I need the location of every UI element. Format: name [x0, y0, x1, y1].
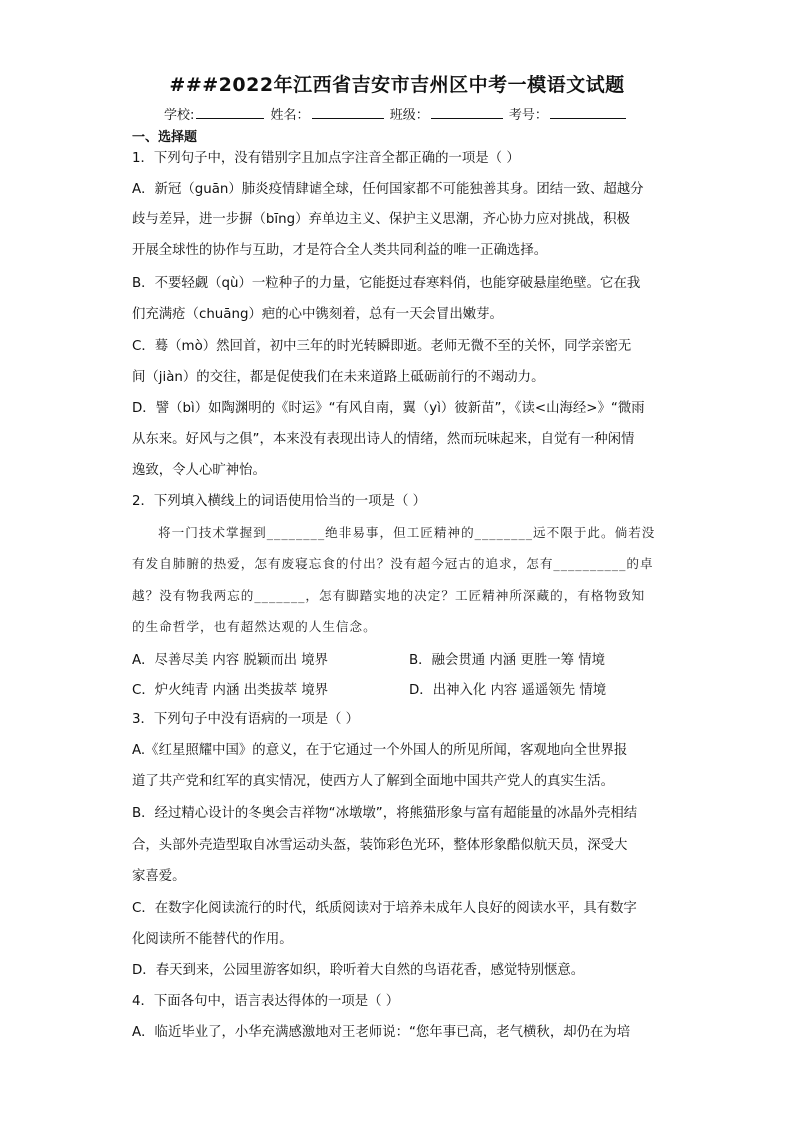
q2-passage-line: 的生命哲学，也有超然达观的人生信念。 [132, 619, 377, 634]
q1-line: 们充满疮（chuāng）疤的心中镌刻着，总有一天会冒出嫩芽。 [132, 307, 503, 322]
q3-line: B．经过精心设计的冬奥会吉祥物“冰墩墩”，将熊猫形象与富有超能量的冰晶外壳相结 [132, 806, 638, 821]
student-info-row [164, 104, 628, 123]
q3-line: 家喜爱。 [132, 869, 186, 884]
section-heading: 一、选择题 [132, 130, 198, 145]
number-blank[interactable] [550, 106, 626, 119]
q2-passage-line: 越？没有物我两忘的_______，怎有脚踏实地的决定？工匠精神所深藏的，有格物致知 [132, 588, 646, 603]
q1-line: C．蓦（mò）然回首，初中三年的时光转瞬即逝。老师无微不至的关怀，同学亲密无 [132, 339, 632, 354]
q2-option-a[interactable]: A．尽善尽美 内容 脱颖而出 境界 [132, 653, 329, 668]
q2-passage-line: 将一门技术掌握到________绝非易事，但工匠精神的________远不限于此。倘若没 [158, 525, 656, 540]
q3-line: 化阅读所不能替代的作用。 [132, 932, 293, 947]
q3-line: A.《红星照耀中国》的意义，在于它通过一个外国人的所见所闻，客观地向全世界报 [132, 743, 628, 758]
q1-line: 间（jiàn）的交往，都是促使我们在未来道路上砥砺前行的不竭动力。 [132, 370, 545, 385]
q3-line: 合，头部外壳造型取自冰雪运动头盔，装饰彩色光环，整体形象酷似航天员，深受大 [132, 838, 628, 853]
q3-line: C．在数字化阅读流行的时代，纸质阅读对于培养未成年人良好的阅读水平，具有数字 [132, 901, 637, 916]
name-blank[interactable] [312, 106, 384, 119]
q1-line: 歧与差异，进一步摒（bīng）弃单边主义、保护主义思潮，齐心协力应对挑战，积极 [132, 212, 630, 227]
page-title: ###2022年江西省吉安市吉州区中考一模语文试题 [169, 74, 625, 96]
q3-stem: 3．下列句子中没有语病的一项是（ ） [132, 712, 360, 727]
q2-passage-line: 有发自肺腑的热爱，怎有废寝忘食的付出？没有超今冠古的追求，怎有__________的卓 [132, 556, 654, 571]
q2-option-c[interactable]: C．炉火纯青 内涵 出类拔萃 境界 [132, 683, 329, 698]
q1-line: 逸致，令人心旷神怡。 [132, 463, 266, 478]
school-blank[interactable] [196, 106, 264, 119]
q2-option-d[interactable]: D．出神入化 内容 遥遥领先 情境 [409, 683, 607, 698]
class-blank[interactable] [431, 106, 503, 119]
number-label: 考号： [508, 108, 548, 123]
q1-line: 开展全球性的协作与互助，才是符合全人类共同利益的唯一正确选择。 [132, 243, 548, 258]
q1-line: B．不要轻觑（qù）一粒种子的力量，它能挺过春寒料俏，也能穿破悬崖绝壁。它在我 [132, 276, 641, 291]
q3-line: D．春天到来，公园里游客如织，聆听着大自然的鸟语花香，感觉特别惬意。 [132, 963, 585, 978]
q1-line: D．譬（bì）如陶渊明的《时运》“有风自南，翼（yì）彼新苗”，《读<山海经>》“微雨 [132, 401, 645, 416]
school-label: 学校: [164, 108, 195, 123]
q3-line: 道了共产党和红军的真实情况，使西方人了解到全面地中国共产党人的真实生活。 [132, 774, 615, 789]
q2-option-b[interactable]: B．融会贯通 内涵 更胜一筹 情境 [409, 653, 606, 668]
q1-stem: 1．下列句子中，没有错别字且加点字注音全都正确的一项是（ ） [132, 151, 520, 166]
name-label: 姓名： [270, 108, 310, 123]
q4-stem: 4．下面各句中，语言表达得体的一项是（ ） [132, 994, 400, 1009]
class-label: 班级： [389, 108, 429, 123]
q1-line: A．新冠（guān）肺炎疫情肆谑全球，任何国家都不可能独善其身。团结一致、超越分 [132, 182, 644, 197]
q2-stem: 2．下列填入横线上的词语使用恰当的一项是（ ） [132, 494, 426, 509]
q4-line: A．临近毕业了，小华充满感激地对王老师说：“您年事已高，老气横秋，却仍在为培 [132, 1025, 631, 1040]
q1-line: 从东来。好风与之俱”，本来没有表现出诗人的情绪，然而玩味起来，自觉有一种闲情 [132, 432, 635, 447]
